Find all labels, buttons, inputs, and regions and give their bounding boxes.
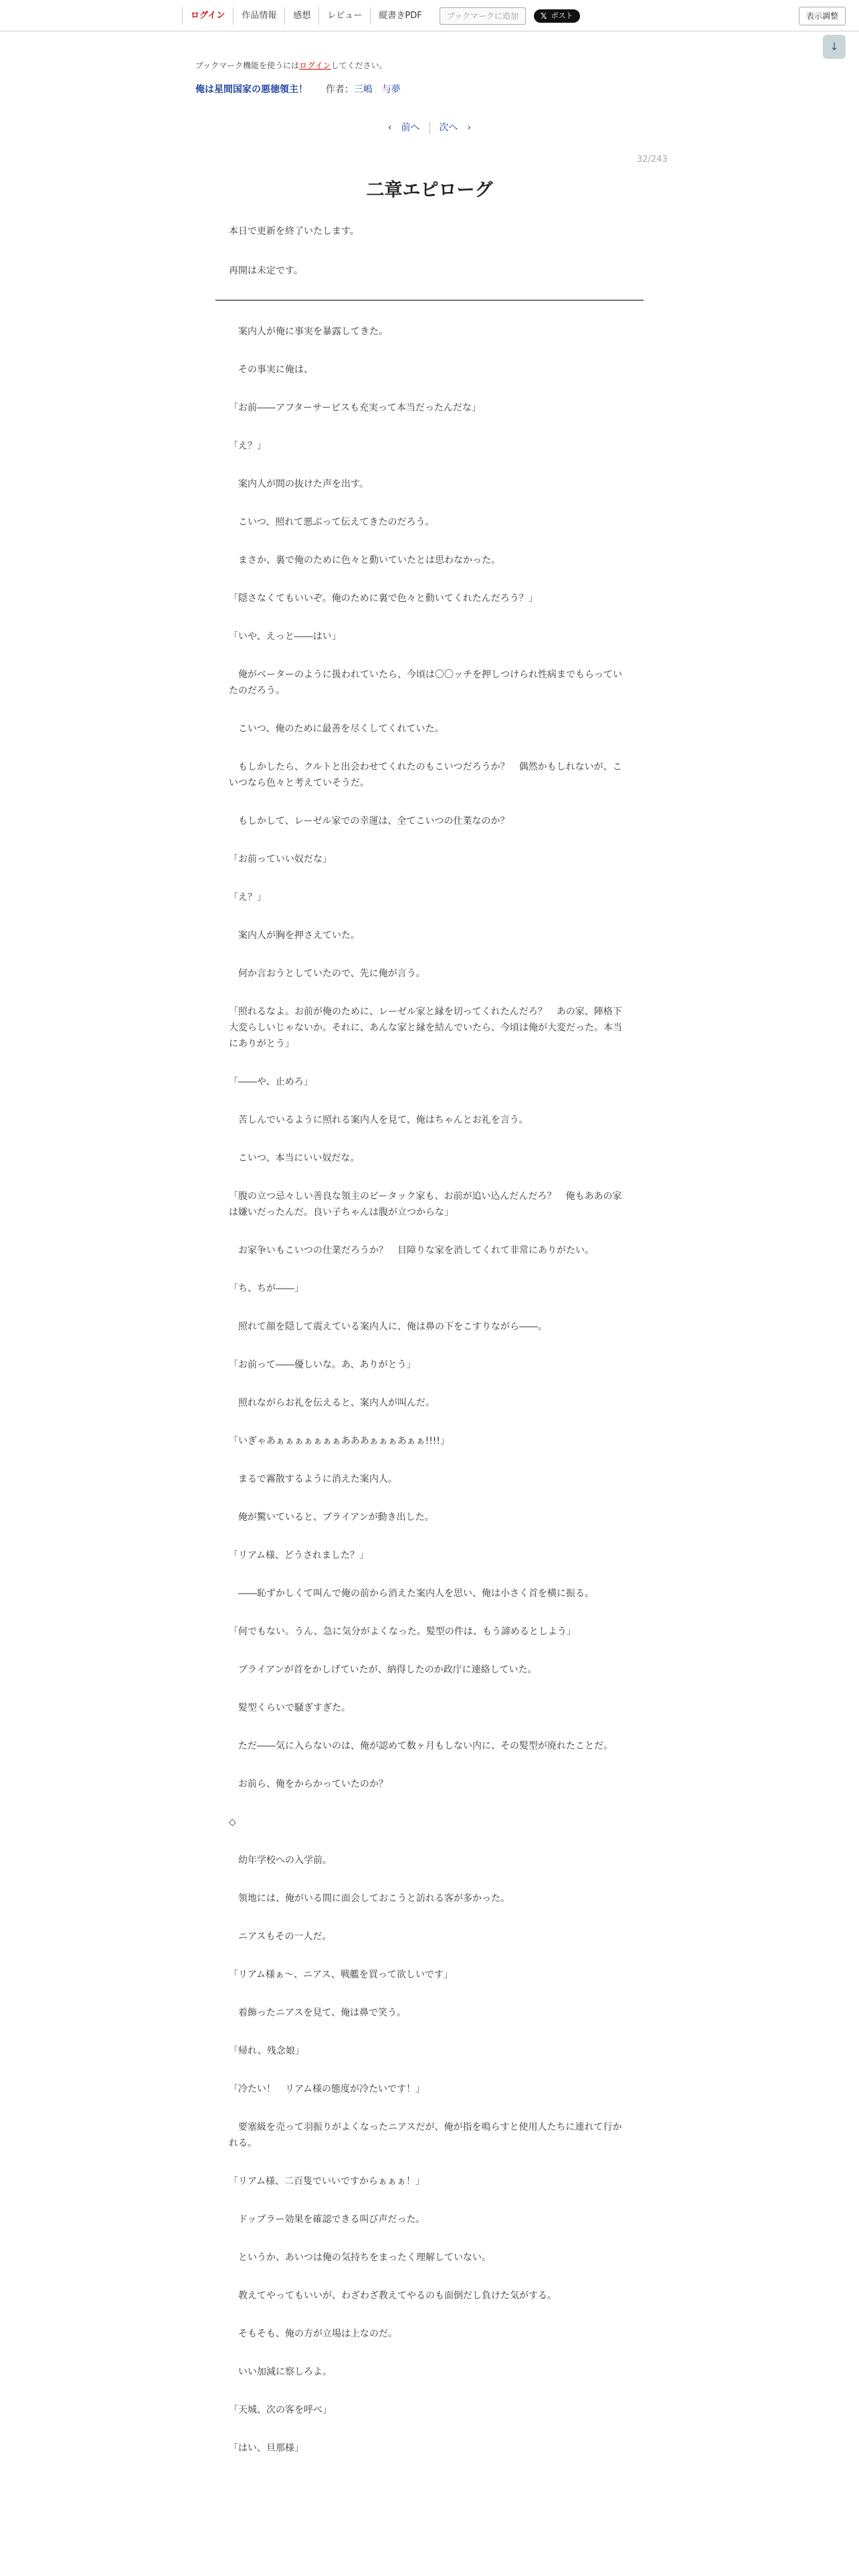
body-paragraph: 照れながらお礼を伝えると、案内人が叫んだ。 (229, 1398, 435, 1408)
body-paragraph: 「え？」 (229, 892, 266, 903)
preface-divider (215, 300, 644, 301)
arrow-down-icon: ↓ (830, 40, 839, 53)
body-paragraph: こいつ、照れて悪ぶって伝えてきたのだろう。 (229, 517, 435, 528)
body-paragraph: 要塞級を売って羽振りがよくなったニアスだが、俺が指を鳴らすと使用人たちに連れて行かれる。 (229, 2122, 622, 2149)
body-paragraph: 「お前って――優しいな。あ、ありがとう」 (229, 1360, 416, 1370)
page-count: 32/243 (637, 154, 668, 165)
body-paragraph: こいつ、俺のために最善を尽くしてくれていた。 (229, 724, 444, 734)
body-paragraph: ブライアンが首をかしげていたが、納得したのか政庁に連絡していた。 (229, 1665, 537, 1675)
body-paragraph: 「何でもない。うん、急に気分がよくなった。髪型の件は、もう諦めるとしよう」 (229, 1626, 576, 1637)
body-paragraph: 「リアム様、どうされました？」 (229, 1550, 369, 1561)
body-paragraph: 「隠さなくてもいいぞ。俺のために裏で色々と動いてくれたんだろう？」 (229, 593, 538, 604)
body-paragraph: まさか、裏で俺のために色々と動いていたとは思わなかった。 (229, 555, 500, 566)
body-paragraph: というか、あいつは俺の気持ちをまったく理解していない。 (229, 2252, 491, 2263)
body-paragraph: 「――や、止めろ」 (229, 1077, 313, 1087)
chapter-body (229, 324, 630, 2478)
body-paragraph: 苦しんでいるように照れる案内人を見て、俺はちゃんとお礼を言う。 (229, 1115, 529, 1125)
bookmark-note-login-link[interactable]: ログイン (299, 61, 331, 70)
x-post-button[interactable] (534, 9, 580, 23)
body-paragraph: もしかして、レーゼル家での幸運は、全てこいつの仕業なのか？ (229, 816, 510, 827)
work-info-link[interactable]: 作品情報 (233, 7, 284, 25)
body-paragraph: もしかしたら、クルトと出会わせてくれたのもこいつだろうか？ 偶然かもしれないが、こいつなら色々と考えていそうだ。 (229, 762, 622, 788)
work-title-link[interactable]: 俺は星間国家の悪徳領主！ (195, 84, 308, 95)
body-paragraph: ◇ (229, 1817, 236, 1828)
body-paragraph: 俺がベーターのように扱われていたら、今頃は〇〇ッチを押しつけられ性病までもらっていたのだろう。 (229, 669, 622, 696)
body-paragraph: 教えてやってもいいが、わざわざ教えてやるのも面倒だし負けた気がする。 (229, 2290, 557, 2301)
body-paragraph: 「え？」 (229, 441, 266, 451)
bookmark-note-prefix: ブックマーク機能を使うには (195, 61, 300, 70)
scroll-down-button[interactable] (823, 35, 846, 59)
bookmark-note-suffix: してください。 (330, 61, 387, 70)
body-paragraph: 俺が驚いていると、ブライアンが動き出した。 (229, 1512, 434, 1523)
chapter-title: 二章エピローグ (366, 180, 493, 201)
body-paragraph: 「お前――アフターサービスも充実って本当だったんだな」 (229, 403, 482, 413)
main-nav (182, 7, 580, 25)
preface (229, 223, 644, 302)
review-link[interactable]: レビュー (318, 7, 370, 25)
prev-chapter-link[interactable]: ‹ 前へ (387, 122, 420, 133)
body-paragraph: ドップラー効果を確認できる叫び声だった。 (229, 2214, 425, 2225)
body-paragraph: 「リアム様、二百隻でいいですからぁぁぁ！」 (229, 2176, 425, 2187)
body-paragraph: いい加減に察しろよ。 (229, 2367, 332, 2377)
body-paragraph: 「天城、次の客を呼べ」 (229, 2405, 332, 2416)
body-paragraph: 案内人が間の抜けた声を出す。 (229, 479, 369, 490)
x-logo-icon: 𝕏 (540, 11, 547, 21)
body-paragraph: 照れて顔を隠して震えている案内人に、俺は鼻の下をこすりながら――。 (229, 1321, 547, 1332)
body-paragraph: お家争いもこいつの仕業だろうか？ 目障りな家を消してくれて非常にありがたい。 (229, 1245, 594, 1256)
body-paragraph: そもそも、俺の方が立場は上なのだ。 (229, 2329, 397, 2339)
chapter-pager (0, 120, 859, 134)
body-paragraph: 何か言おうとしていたので、先に俺が言う。 (229, 968, 425, 979)
display-settings-button[interactable]: 表示調整 (799, 7, 846, 25)
add-bookmark-button[interactable]: ブックマークに追加 (440, 7, 526, 25)
body-paragraph: ――恥ずかしくて叫んで俺の前から消えた案内人を思い、俺は小さく首を横に振る。 (229, 1588, 594, 1599)
login-link[interactable]: ログイン (182, 7, 233, 25)
vertical-pdf-link[interactable]: 縦書きPDF (370, 7, 430, 25)
bookmark-login-note (195, 60, 387, 71)
body-paragraph: 領地には、俺がいる間に面会しておこうと訪れる客が多かった。 (229, 1893, 510, 1904)
preface-line: 本日で更新を終了いたします。 (229, 226, 359, 237)
body-paragraph: まるで霧散するように消えた案内人。 (229, 1474, 397, 1485)
body-paragraph: 「はい、旦那様」 (229, 2443, 304, 2454)
body-paragraph: その事実に俺は、 (229, 364, 313, 375)
top-navigation-bar (0, 0, 859, 31)
body-paragraph: 「腹の立つ忌々しい善良な領主のビータック家も、お前が追い込んだんだろ？ 俺もああの家は嫌いだったんだ。良い子ちゃんは腹が立つからな」 (229, 1191, 622, 1218)
body-paragraph: 着飾ったニアスを見て、俺は鼻で笑う。 (229, 2008, 407, 2018)
body-paragraph: 「いや、えっと――はい」 (229, 631, 341, 642)
author-link[interactable]: 三嶋 与夢 (353, 84, 401, 95)
preface-line: 再開は未定です。 (229, 265, 303, 276)
body-paragraph: ニアスもその一人だ。 (229, 1931, 332, 1942)
body-paragraph: 「いぎゃあぁぁぁぁぁぁぁあああぁぁぁあぁぁ!!!!」 (229, 1436, 450, 1446)
body-paragraph: 「リアム様ぁ～、ニアス、戦艦を買って欲しいです」 (229, 1969, 453, 1980)
body-paragraph: 「帰れ、残念娘」 (229, 2046, 304, 2056)
body-paragraph: お前ら、俺をからかっていたのか？ (229, 1779, 388, 1790)
body-paragraph: 髪型くらいで騒ぎすぎた。 (229, 1703, 351, 1713)
body-paragraph: 幼年学校への入学前。 (229, 1855, 332, 1866)
body-paragraph: こいつ、本当にいい奴だな。 (229, 1153, 360, 1164)
body-paragraph: 「照れるなよ。お前が俺のために、レーゼル家と縁を切ってくれたんだろ？ あの家、陣格下大変らしいじゃないか。それに、あんな家と縁を結んでいたら、今頃は俺が大変だった。本当にありがとう」 (229, 1006, 622, 1049)
author-label: 作者： (325, 84, 354, 95)
next-chapter-link[interactable]: 次へ › (439, 122, 472, 133)
body-paragraph: 「ち、ちが――」 (229, 1283, 304, 1294)
body-paragraph: 「冷たい！ リアム様の態度が冷たいです！」 (229, 2084, 425, 2095)
body-paragraph: 「お前っていい奴だな」 (229, 854, 332, 865)
body-paragraph: 案内人が俺に事実を暴露してきた。 (229, 326, 388, 337)
x-post-label: ポスト (551, 11, 573, 20)
impressions-link[interactable]: 感想 (284, 7, 318, 25)
body-paragraph: 案内人が胸を押さえていた。 (229, 930, 360, 941)
body-paragraph: ただ――気に入らないのは、俺が認めて数ヶ月もしない内に、その髪型が廃れたことだ。 (229, 1741, 613, 1751)
work-header (195, 82, 401, 96)
